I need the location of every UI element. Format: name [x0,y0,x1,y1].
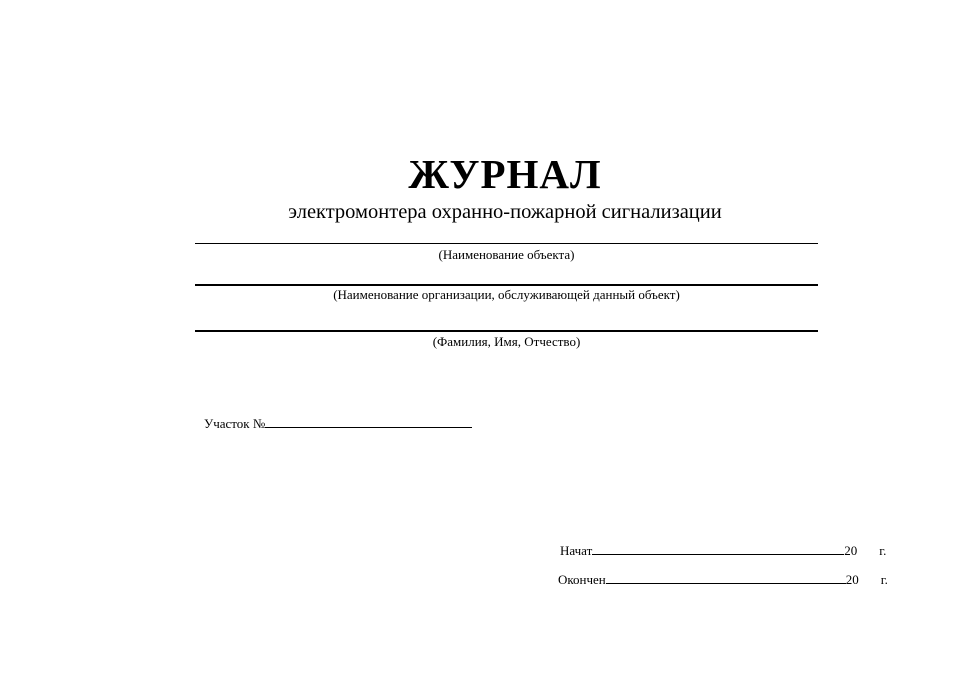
organization-name-line[interactable] [195,284,818,286]
finished-date-line[interactable] [606,570,846,584]
section-number-row [204,414,472,432]
finished-year-suffix: г. [880,572,888,587]
organization-name-caption: (Наименование организации, обслуживающей данный объект) [333,287,680,302]
started-year-suffix: г. [879,543,887,558]
section-number-line[interactable] [265,414,472,428]
started-date-row [560,541,886,559]
finished-year-prefix: 20 [845,572,859,587]
started-date-line[interactable] [592,541,844,555]
person-name-line[interactable] [195,330,818,332]
object-name-line[interactable] [195,243,818,244]
started-label: Начат [560,543,593,558]
section-number-label: Участок № [204,416,266,431]
object-name-caption: (Наименование объекта) [438,247,575,262]
document-title: ЖУРНАЛ [408,151,602,197]
finished-label: Окончен [558,572,606,587]
started-year-prefix: 20 [844,543,858,558]
finished-date-row [558,570,888,588]
person-name-caption: (Фамилия, Имя, Отчество) [432,334,581,349]
document-subtitle: электромонтера охранно-пожарной сигнализации [288,201,722,223]
